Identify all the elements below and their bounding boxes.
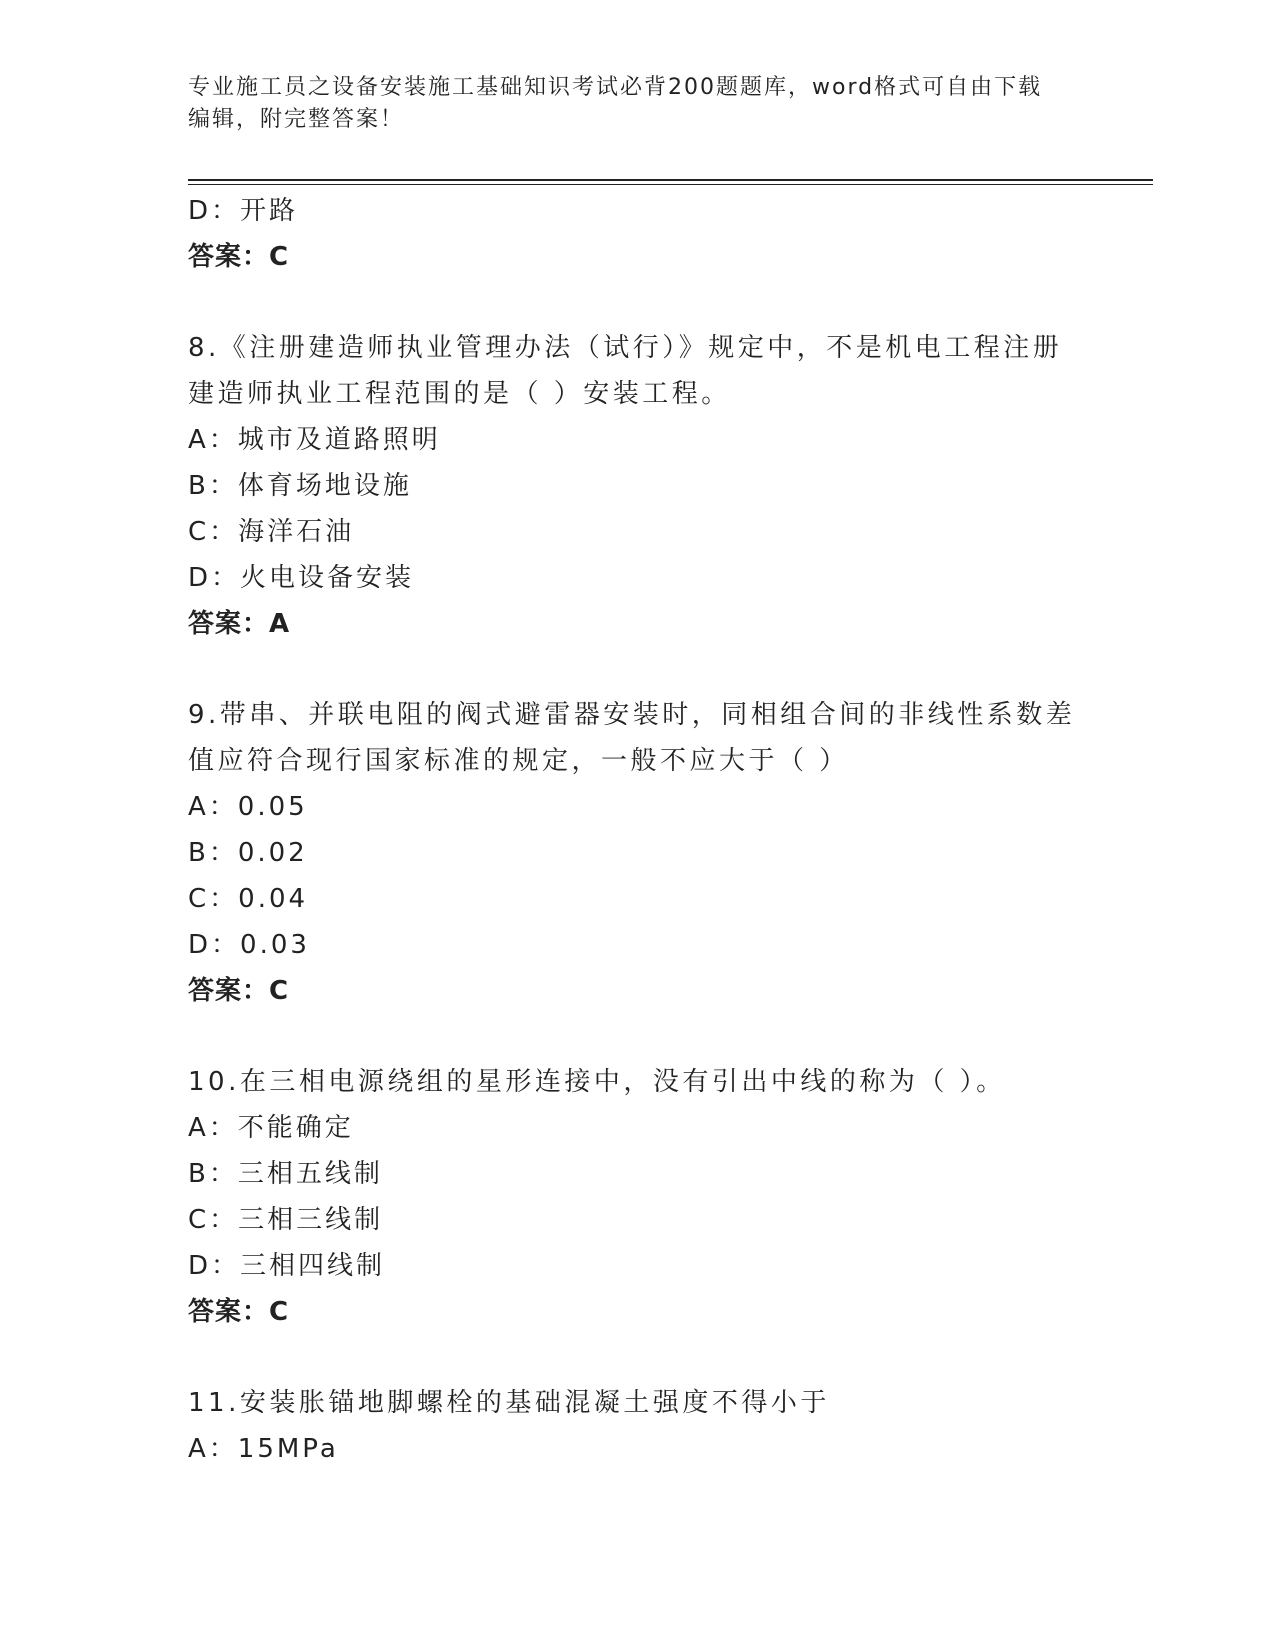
q8-option-c: C：海洋石油 [188, 517, 355, 547]
q10-option-b: B：三相五线制 [188, 1159, 383, 1189]
q9-answer: 答案：C [188, 976, 290, 1006]
q9-option-c: C：0.04 [188, 884, 309, 914]
q9-option-a: A：0.05 [188, 792, 308, 822]
q10-option-c: C：三相三线制 [188, 1205, 384, 1235]
q10-option-a: A：不能确定 [188, 1113, 354, 1143]
header-divider-thin [188, 184, 1153, 185]
question-8 [188, 325, 1088, 647]
q7-option-d: D：开路 [188, 196, 299, 226]
document-header [188, 72, 1088, 136]
q11-option-a: A：15MPa [188, 1434, 339, 1464]
question-9 [188, 692, 1088, 1014]
q9-text-line-2: 值应符合现行国家标准的规定，一般不应大于（ ） [188, 746, 849, 776]
document-body [188, 188, 1088, 1472]
q10-option-d: D：三相四线制 [188, 1251, 386, 1281]
q8-text-line-1: 8.《注册建造师执业管理办法（试行）》规定中，不是机电工程注册 [188, 333, 1063, 363]
q8-text-line-2: 建造师执业工程范围的是（ ）安装工程。 [188, 379, 731, 409]
q8-option-b: B：体育场地设施 [188, 471, 412, 501]
q11-text-line-1: 11.安装胀锚地脚螺栓的基础混凝土强度不得小于 [188, 1388, 830, 1418]
q9-text-line-1: 9.带串、并联电阻的阀式避雷器安装时，同相组合间的非线性系数差 [188, 700, 1076, 730]
q9-option-d: D：0.03 [188, 930, 310, 960]
header-line-2: 编辑，附完整答案！ [188, 107, 405, 132]
question-10 [188, 1059, 1088, 1335]
q10-text-line-1: 10.在三相电源绕组的星形连接中，没有引出中线的称为（ ）。 [188, 1067, 1006, 1097]
q10-answer: 答案：C [188, 1297, 290, 1327]
q7-answer: 答案：C [188, 242, 290, 272]
header-line-1: 专业施工员之设备安装施工基础知识考试必背200题题库，word格式可自由下载 [188, 75, 1043, 100]
question-11 [188, 1380, 1088, 1472]
q8-option-a: A：城市及道路照明 [188, 425, 441, 455]
q8-option-d: D：火电设备安装 [188, 563, 415, 593]
q9-option-b: B：0.02 [188, 838, 308, 868]
header-divider-thick [188, 179, 1153, 181]
q8-answer: 答案：A [188, 609, 291, 639]
